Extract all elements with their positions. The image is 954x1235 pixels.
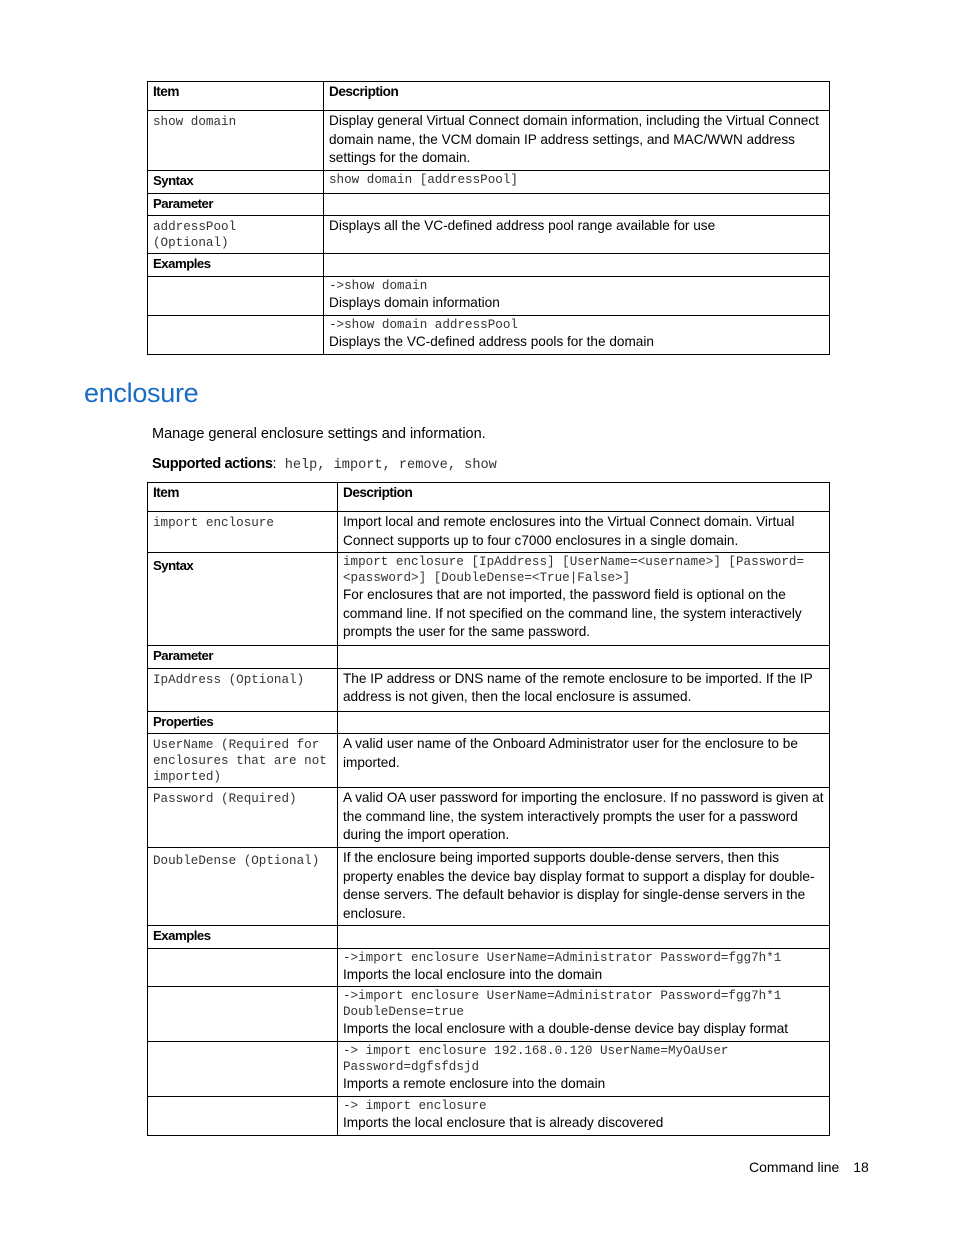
syntax-label: Syntax <box>148 170 324 193</box>
supported-actions-label: Supported actions <box>152 456 273 472</box>
example-code: -> import enclosure 192.168.0.120 UserName=MyOaUser Password=dgfsfdsjd <box>343 1044 729 1074</box>
param-name: IpAddress (Optional) <box>153 672 305 687</box>
item-cell <box>148 788 338 848</box>
command-name: import enclosure <box>153 516 274 530</box>
table-header-row <box>148 82 830 111</box>
table-row <box>148 646 830 669</box>
example-text: Displays domain information <box>329 294 500 310</box>
example-code: ->import enclosure UserName=Administrator Password=fgg7h*1 <box>343 950 782 965</box>
item-cell <box>148 668 338 711</box>
syntax-cell <box>324 170 830 193</box>
empty-cell <box>338 926 830 949</box>
header-description: Description <box>324 82 830 111</box>
table-row <box>148 948 830 987</box>
command-name: show domain <box>153 115 237 129</box>
empty-cell <box>148 315 324 354</box>
show-domain-table <box>147 81 830 355</box>
example-cell <box>338 1097 830 1136</box>
parameter-label: Parameter <box>148 646 338 669</box>
header-item: Item <box>148 483 338 512</box>
item-cell <box>148 111 324 171</box>
table-row <box>148 734 830 788</box>
empty-cell <box>148 1042 338 1097</box>
table-row <box>148 788 830 848</box>
description-cell: Import local and remote enclosures into the Virtual Connect domain. Virtual Connect supports up to four c7000 enclosures in a single domain. <box>338 512 830 553</box>
empty-cell <box>148 987 338 1042</box>
example-code: ->import enclosure UserName=Administrator Password=fgg7h*1 DoubleDense=true <box>343 989 782 1019</box>
example-code: ->show domain <box>329 278 428 293</box>
empty-cell <box>148 1097 338 1136</box>
property-name: Password (Required) <box>153 792 297 806</box>
syntax-code: show domain [addressPool] <box>329 172 518 187</box>
empty-cell <box>148 948 338 987</box>
supported-actions-list: help, import, remove, show <box>276 458 497 473</box>
description-cell: Display general Virtual Connect domain information, including the Virtual Connect domain name, the VCM domain IP address settings, and MAC/WWN address settings for the domain. <box>324 111 830 171</box>
table-row <box>148 193 830 216</box>
example-text: Imports the local enclosure into the domain <box>343 966 603 982</box>
supported-actions <box>152 456 497 473</box>
item-cell <box>148 512 338 553</box>
supported-actions-separator: : <box>272 456 277 472</box>
example-text: Displays the VC-defined address pools for the domain <box>329 333 654 349</box>
param-name: addressPool (Optional) <box>153 220 237 250</box>
empty-cell <box>324 193 830 216</box>
table-row <box>148 170 830 193</box>
empty-cell <box>324 254 830 277</box>
example-cell <box>338 948 830 987</box>
table-row <box>148 254 830 277</box>
syntax-label: Syntax <box>148 553 338 646</box>
table-header-row <box>148 483 830 512</box>
table-row <box>148 315 830 354</box>
table-row <box>148 926 830 949</box>
table-row <box>148 553 830 646</box>
table-row <box>148 1097 830 1136</box>
example-text: Imports the local enclosure that is already discovered <box>343 1115 664 1130</box>
syntax-cell <box>338 553 830 646</box>
properties-label: Properties <box>148 711 338 734</box>
example-code: -> import enclosure <box>343 1099 487 1113</box>
example-cell <box>338 1042 830 1097</box>
empty-cell <box>148 276 324 315</box>
table-row <box>148 668 830 711</box>
header-item: Item <box>148 82 324 111</box>
example-cell <box>324 315 830 354</box>
section-intro: Manage general enclosure settings and information. <box>152 426 486 442</box>
table-row <box>148 276 830 315</box>
syntax-note: For enclosures that are not imported, the password field is optional on the command line. If not specified on the command line, the system interactively prompts the user for the same password. <box>343 587 802 639</box>
item-cell <box>148 734 338 788</box>
example-cell <box>338 987 830 1042</box>
table-row <box>148 1042 830 1097</box>
parameter-label: Parameter <box>148 193 324 216</box>
empty-cell <box>338 711 830 734</box>
example-cell <box>324 276 830 315</box>
example-text: Imports the local enclosure with a double-dense device bay display format <box>343 1021 789 1036</box>
item-cell <box>148 216 324 254</box>
section-title: enclosure <box>84 378 199 408</box>
item-cell <box>148 848 338 926</box>
table-row <box>148 987 830 1042</box>
example-text: Imports a remote enclosure into the domain <box>343 1076 606 1091</box>
table-row <box>148 111 830 171</box>
footer-section-name: Command line <box>749 1159 840 1175</box>
property-name: UserName (Required for enclosures that are not imported) <box>153 738 327 784</box>
table-row <box>148 512 830 553</box>
table-row <box>148 216 830 254</box>
example-code: ->show domain addressPool <box>329 317 518 332</box>
examples-label: Examples <box>148 254 324 277</box>
description-cell: A valid OA user password for importing the enclosure. If no password is given at the command line, the system interactively prompts the user for a password during the import operation. <box>338 788 830 848</box>
page-number: 18 <box>853 1159 869 1175</box>
table-row <box>148 711 830 734</box>
table-row <box>148 848 830 926</box>
page-footer <box>749 1159 869 1175</box>
import-enclosure-table <box>147 482 830 1136</box>
header-description: Description <box>338 483 830 512</box>
description-cell: Displays all the VC-defined address pool range available for use <box>324 216 830 254</box>
syntax-code: import enclosure [IpAddress] [UserName=<username>] [Password=<password>] [DoubleDense=<True|False>] <box>343 555 805 585</box>
description-cell: A valid user name of the Onboard Administrator user for the enclosure to be imported. <box>338 734 830 788</box>
empty-cell <box>338 646 830 669</box>
description-cell: The IP address or DNS name of the remote enclosure to be imported. If the IP address is not given, then the local enclosure is assumed. <box>338 668 830 711</box>
description-cell: If the enclosure being imported supports double-dense servers, then this property enables the device bay display format to support a display for double-dense servers. The default behavior is display for single-dense servers in the enclosure. <box>338 848 830 926</box>
examples-label: Examples <box>148 926 338 949</box>
property-name: DoubleDense (Optional) <box>153 854 320 868</box>
